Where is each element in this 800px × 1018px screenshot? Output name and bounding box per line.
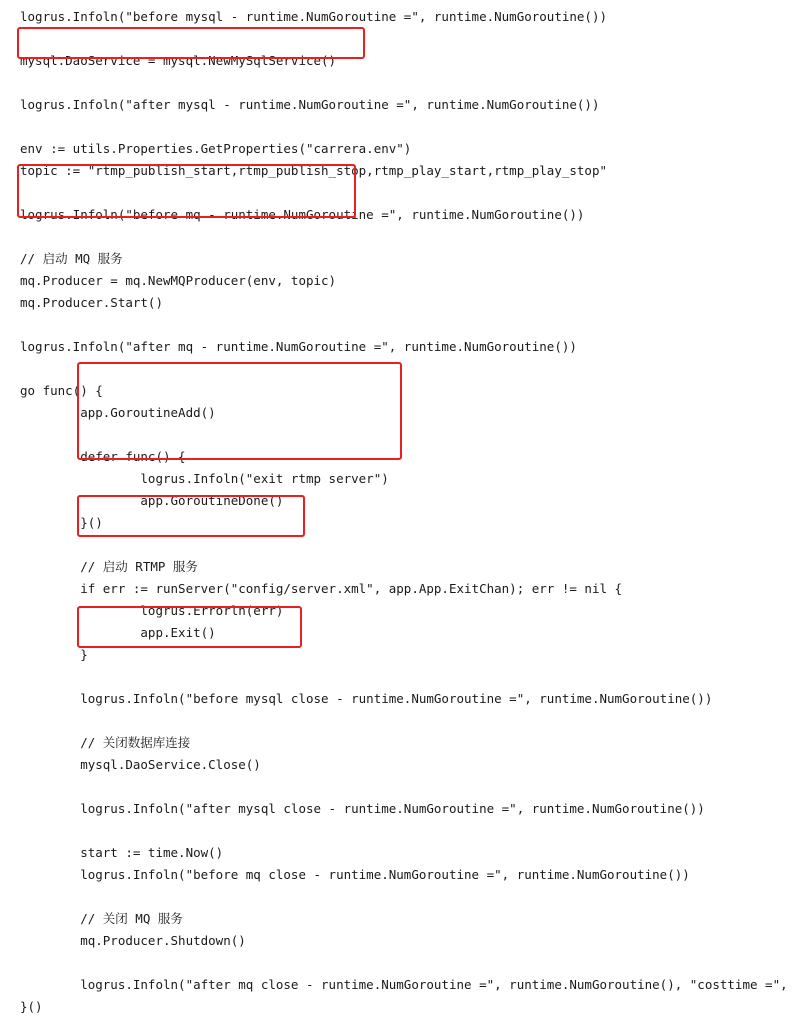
code-line [0, 358, 800, 380]
code-line: }() [20, 515, 103, 530]
code-line [0, 534, 800, 556]
code-line: mysql.DaoService.Close() [20, 757, 261, 772]
code-line: mysql.DaoService = mysql.NewMySqlService() [20, 53, 337, 68]
code-line [0, 666, 800, 688]
code-line [0, 116, 800, 138]
code-line: if err := runServer("config/server.xml", app.App.ExitChan); err != nil { [20, 581, 623, 596]
code-line [0, 226, 800, 248]
code-line: }() [20, 999, 43, 1014]
code-line: mq.Producer.Start() [20, 295, 163, 310]
code-line: // 启动 MQ 服务 [20, 251, 123, 266]
code-line [0, 314, 800, 336]
code-line [0, 28, 800, 50]
code-line [0, 820, 800, 842]
code-line: // 关闭数据库连接 [20, 735, 191, 750]
code-line [0, 72, 800, 94]
code-line: // 关闭 MQ 服务 [20, 911, 183, 926]
code-line: app.GoroutineAdd() [20, 405, 216, 420]
code-line [0, 776, 800, 798]
code-line [0, 424, 800, 446]
code-line: go func() { [20, 383, 103, 398]
code-line: logrus.Infoln("before mysql - runtime.NumGoroutine =", runtime.NumGoroutine()) [20, 9, 607, 24]
code-line [0, 710, 800, 732]
code-line: logrus.Infoln("before mq - runtime.NumGoroutine =", runtime.NumGoroutine()) [20, 207, 585, 222]
code-line: app.Exit() [20, 625, 216, 640]
code-line: logrus.Infoln("after mq - runtime.NumGoroutine =", runtime.NumGoroutine()) [20, 339, 577, 354]
code-line: } [20, 647, 88, 662]
code-line: logrus.Infoln("before mq close - runtime.NumGoroutine =", runtime.NumGoroutine()) [20, 867, 690, 882]
code-line: mq.Producer.Shutdown() [20, 933, 246, 948]
code-line: defer func() { [20, 449, 186, 464]
code-line: logrus.Infoln("after mysql close - runtime.NumGoroutine =", runtime.NumGoroutine()) [20, 801, 705, 816]
code-line: // 启动 RTMP 服务 [20, 559, 198, 574]
code-line: logrus.Infoln("after mysql - runtime.NumGoroutine =", runtime.NumGoroutine()) [20, 97, 600, 112]
code-line [0, 182, 800, 204]
code-line: logrus.Errorln(err) [20, 603, 284, 618]
code-line: logrus.Infoln("after mq close - runtime.NumGoroutine =", runtime.NumGoroutine(), "costtime =", [20, 977, 788, 992]
code-line: mq.Producer = mq.NewMQProducer(env, topic) [20, 273, 337, 288]
code-line [0, 952, 800, 974]
code-line: app.GoroutineDone() [20, 493, 284, 508]
code-line [0, 886, 800, 908]
code-line: logrus.Infoln("before mysql close - runtime.NumGoroutine =", runtime.NumGoroutine()) [20, 691, 713, 706]
code-line: logrus.Infoln("exit rtmp server") [20, 471, 389, 486]
code-line: env := utils.Properties.GetProperties("carrera.env") [20, 141, 412, 156]
code-line: topic := "rtmp_publish_start,rtmp_publish_stop,rtmp_play_start,rtmp_play_stop" [20, 163, 607, 178]
code-line: start := time.Now() [20, 845, 224, 860]
